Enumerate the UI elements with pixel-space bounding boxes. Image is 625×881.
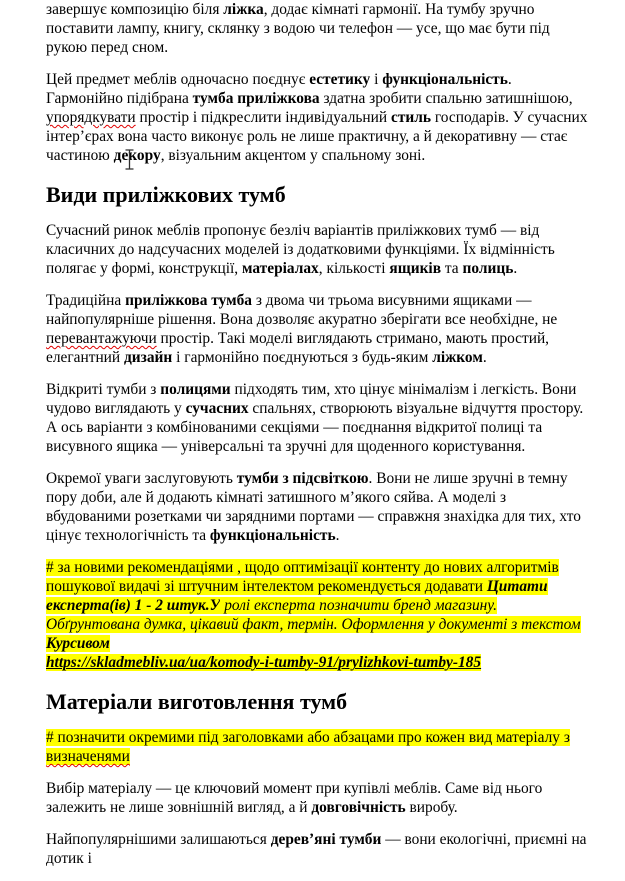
text-run: довговічність (311, 799, 406, 816)
text-run: ролі експерта позначити бренд магазину. Обґрунтована думка, цікавий факт, термін. Оформлення у документі з текстом (46, 597, 581, 633)
text-run: # за новими рекомендаціями , щодо оптимізації контенту до нових алгоритмів пошукової видачі зі штучним інтелектом рекомендується додавати (46, 559, 559, 595)
text-run: Курсивом (46, 635, 110, 652)
text-run: Вибір матеріалу — це ключовий момент при купівлі меблів. Саме від нього залежить не лише зовнішній вигляд, а й (46, 780, 543, 816)
paragraph-market (46, 221, 590, 278)
text-run: Цей предмет меблів одночасно поєднує (46, 71, 310, 88)
text-run: матеріалах (242, 260, 319, 277)
text-run: тумби з підсвіткою (236, 470, 369, 487)
text-run: . (482, 349, 487, 366)
text-run: . Гармонійно підібрана (46, 71, 512, 107)
text-run: Цитати експерта(ів) 1 - 2 штук.У (46, 578, 548, 614)
paragraph-open-shelves (46, 380, 590, 456)
text-run: функціональність (209, 527, 336, 544)
text-run: визначенями (46, 748, 130, 765)
text-run: полицями (160, 381, 231, 398)
paragraph-backlit (46, 469, 590, 545)
text-run: ящиків (389, 260, 442, 277)
paragraph-traditional (46, 291, 590, 367)
text-run: . Вони не лише зручні в темну пору доби, але й додають кімнаті затишного м’якого сяйва. А моделі з вбудованими розетками чи зарядними портами — справжня знахідка для тих, хто цінує технологічність та (46, 470, 581, 544)
text-run: простір і підкреслити індивідуальний (135, 109, 391, 126)
text-run: простір. Такі моделі виглядають стримано, мають простий, елегантний (46, 330, 550, 366)
text-run: виробу. (405, 799, 458, 816)
hyperlink[interactable]: https://skladmebliv.ua/ua/komody-i-tumby-91/prylizhkovi-tumby-185 (46, 654, 482, 671)
text-run: і (370, 71, 383, 88)
text-run: . (513, 260, 518, 277)
text-run: , додає кімнаті гармонії. На тумбу зручно поставити лампу, книгу, склянку з водою чи телефон — усе, що має бути під рукою перед сном. (46, 1, 550, 56)
text-run: полиць (462, 260, 514, 277)
text-run: та (441, 260, 463, 277)
text-run: — вони екологічні, приємні на дотик і (46, 831, 587, 867)
text-run: . (335, 527, 340, 544)
text-run: ліжком (432, 349, 483, 366)
text-run: підходять тим, хто цінує мінімалізм і легкість. Вони чудово виглядають у (46, 381, 577, 417)
text-run: приліжкова тумба (125, 292, 252, 309)
text-run: Традиційна (46, 292, 126, 309)
document-canvas[interactable] (46, 0, 590, 881)
ibeam-text-cursor (124, 149, 135, 170)
text-run: з двома чи трьома висувними ящиками — найпопулярніше рішення. Вона дозволяє акуратно зберігати все необхідне, не (46, 292, 558, 328)
paragraph-seo-note-highlighted (46, 558, 590, 672)
text-run: Сучасний ринок меблів пропонує безліч варіантів приліжкових тумб — від класичних до надсучасних моделей із додатковими функціями. Їх відмінність полягає у формі, конструкції, (46, 222, 555, 277)
text-run: Відкриті тумби з (46, 381, 161, 398)
text-run: , візуальним акцентом у спальному зоні. (160, 147, 426, 164)
heading-materials: Матеріали виготовлення тумб (46, 689, 348, 714)
text-run: перевантажуючи (46, 330, 157, 347)
text-run: , кількості (318, 260, 390, 277)
text-run: упорядкувати (46, 109, 136, 126)
text-run: Найпопулярнішими залишаються (46, 831, 271, 848)
heading-types: Види приліжкових тумб (46, 182, 286, 207)
paragraph-materials-note-highlighted (46, 728, 590, 766)
text-run: стиль (390, 109, 432, 126)
text-run: тумба приліжкова (192, 90, 320, 107)
text-run: і гармонійно поєднуються з будь-яким (172, 349, 433, 366)
text-run: здатна зробити спальню затишнішою, (319, 90, 573, 107)
paragraph-intro-clipped (46, 0, 590, 57)
text-run: дерев’яні тумби (270, 831, 382, 848)
text-run: # позначити окремими під заголовками або абзацами про кожен вид матеріалу з (46, 729, 570, 746)
text-run: функціональність (382, 71, 508, 88)
text-run: декору (113, 147, 161, 164)
text-run: спальнях, створюють візуальне відчуття простору. А ось варіанти з комбінованими секціями — поєднання відкритої полиці та висувного ящика — універсальні та зручні для щоденного користування. (46, 400, 584, 455)
text-run: ліжка (223, 1, 264, 18)
paragraph-wooden-clipped (46, 830, 590, 868)
text-run: естетику (309, 71, 371, 88)
text-run: Окремої уваги заслуговують (46, 470, 237, 487)
text-run: господарів. У сучасних інтер’єрах вона часто виконує роль не лише практичну, а й декоративну — стає частиною (46, 109, 588, 164)
text-run: завершує композицію біля (46, 1, 224, 18)
text-run: сучасних (185, 400, 249, 417)
paragraph-material-choice (46, 779, 590, 817)
text-run: дизайн (124, 349, 173, 366)
